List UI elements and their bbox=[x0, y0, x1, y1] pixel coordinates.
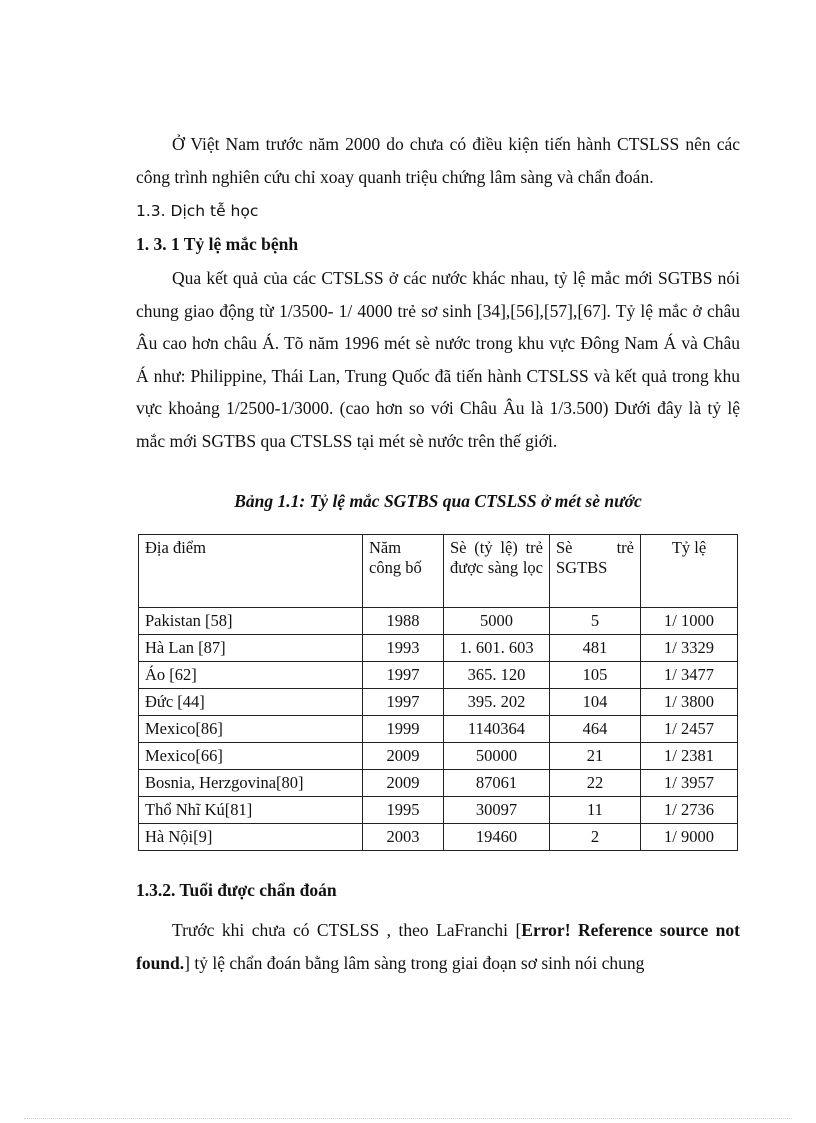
header-screened: Sè (tỷ lệ) trẻ được sàng lọc bbox=[444, 535, 550, 608]
cell-location: Mexico[86] bbox=[139, 716, 363, 743]
cell-rate: 1/ 3800 bbox=[641, 689, 738, 716]
cell-rate: 1/ 1000 bbox=[641, 608, 738, 635]
incidence-paragraph: Qua kết quả của các CTSLSS ở các nước khác nhau, tỷ lệ mắc mới SGTBS nói chung giao động từ 1/3500- 1/ 4000 trẻ sơ sinh [34],[56],[57],[67]. Tỷ lệ mắc ở châu Âu cao hơn châu Á. Tõ năm 1996 mét sè nước trong khu vực Đông Nam Á và Châu Á như: Philippine, Thái Lan, Trung Quốc đã tiến hành CTSLSS và kết quả trong khu vực khoảng 1/2500-1/3000. (cao hơn so với Châu Âu là 1/3.500) Dưới đây là tỷ lệ mắc mới SGTBS qua CTSLSS tại mét sè nước trên thế giới. bbox=[136, 268, 740, 451]
diagnosis-text-end: ] tỷ lệ chẩn đoán bằng lâm sàng trong giai đoạn sơ sinh nói chung bbox=[184, 952, 645, 973]
cell-rate: 1/ 2381 bbox=[641, 743, 738, 770]
incidence-table bbox=[138, 534, 738, 851]
cell-location: Bosnia, Herzgovina[80] bbox=[139, 770, 363, 797]
cell-screened: 365. 120 bbox=[444, 662, 550, 689]
cell-year: 1999 bbox=[363, 716, 444, 743]
cell-year: 1997 bbox=[363, 662, 444, 689]
cell-cases: 21 bbox=[550, 743, 641, 770]
header-cases: Sè trẻ SGTBS bbox=[550, 535, 641, 608]
cell-screened: 19460 bbox=[444, 824, 550, 851]
header-year: Năm công bố bbox=[363, 535, 444, 608]
cell-rate: 1/ 9000 bbox=[641, 824, 738, 851]
table-row bbox=[139, 689, 738, 716]
cell-rate: 1/ 2457 bbox=[641, 716, 738, 743]
table-row bbox=[139, 662, 738, 689]
table-row bbox=[139, 716, 738, 743]
cell-cases: 481 bbox=[550, 635, 641, 662]
header-location: Địa điểm bbox=[139, 535, 363, 608]
table-row bbox=[139, 635, 738, 662]
cell-year: 1995 bbox=[363, 797, 444, 824]
cell-screened: 1140364 bbox=[444, 716, 550, 743]
cell-year: 2009 bbox=[363, 743, 444, 770]
cell-location: Đức [44] bbox=[139, 689, 363, 716]
cell-location: Pakistan [58] bbox=[139, 608, 363, 635]
cell-year: 1997 bbox=[363, 689, 444, 716]
table-row bbox=[139, 743, 738, 770]
cell-cases: 11 bbox=[550, 797, 641, 824]
cell-year: 1988 bbox=[363, 608, 444, 635]
table-body bbox=[139, 608, 738, 851]
table-row bbox=[139, 770, 738, 797]
cell-rate: 1/ 2736 bbox=[641, 797, 738, 824]
page-bottom-dotted-line bbox=[24, 1118, 792, 1119]
cell-screened: 30097 bbox=[444, 797, 550, 824]
cell-screened: 5000 bbox=[444, 608, 550, 635]
cell-rate: 1/ 3477 bbox=[641, 662, 738, 689]
table-row bbox=[139, 797, 738, 824]
cell-year: 1993 bbox=[363, 635, 444, 662]
cell-cases: 105 bbox=[550, 662, 641, 689]
table-row bbox=[139, 608, 738, 635]
cell-screened: 395. 202 bbox=[444, 689, 550, 716]
cell-cases: 5 bbox=[550, 608, 641, 635]
section-heading-1-3-2: 1.3.2. Tuổi được chẩn đoán bbox=[136, 880, 337, 900]
cell-location: Hà Nội[9] bbox=[139, 824, 363, 851]
cell-rate: 1/ 3957 bbox=[641, 770, 738, 797]
cell-location: Áo [62] bbox=[139, 662, 363, 689]
table-caption: Bảng 1.1: Tỷ lệ mắc SGTBS qua CTSLSS ở mét sè nước bbox=[234, 491, 642, 511]
table-row bbox=[139, 824, 738, 851]
cell-cases: 464 bbox=[550, 716, 641, 743]
reference-error: Error! Reference source not found. bbox=[136, 920, 740, 973]
cell-screened: 1. 601. 603 bbox=[444, 635, 550, 662]
diagnosis-text-start: Trước khi chưa có CTSLSS , theo LaFranchi [ bbox=[172, 920, 522, 940]
cell-location: Mexico[66] bbox=[139, 743, 363, 770]
cell-location: Hà Lan [87] bbox=[139, 635, 363, 662]
cell-year: 2003 bbox=[363, 824, 444, 851]
section-heading-1-3: 1.3. Dịch tễ học bbox=[136, 202, 259, 220]
cell-year: 2009 bbox=[363, 770, 444, 797]
cell-location: Thổ Nhĩ Kú[81] bbox=[139, 797, 363, 824]
cell-screened: 50000 bbox=[444, 743, 550, 770]
header-rate: Tỷ lệ bbox=[641, 535, 738, 608]
cell-rate: 1/ 3329 bbox=[641, 635, 738, 662]
cell-cases: 2 bbox=[550, 824, 641, 851]
cell-cases: 104 bbox=[550, 689, 641, 716]
table-header-row bbox=[139, 535, 738, 608]
cell-screened: 87061 bbox=[444, 770, 550, 797]
diagnosis-paragraph bbox=[136, 914, 740, 979]
intro-paragraph: Ở Việt Nam trước năm 2000 do chưa có điều kiện tiến hành CTSLSS nên các công trình nghiên cứu chỉ xoay quanh triệu chứng lâm sàng và chẩn đoán. bbox=[136, 134, 740, 187]
section-heading-1-3-1: 1. 3. 1 Tỷ lệ mắc bệnh bbox=[136, 234, 299, 254]
cell-cases: 22 bbox=[550, 770, 641, 797]
